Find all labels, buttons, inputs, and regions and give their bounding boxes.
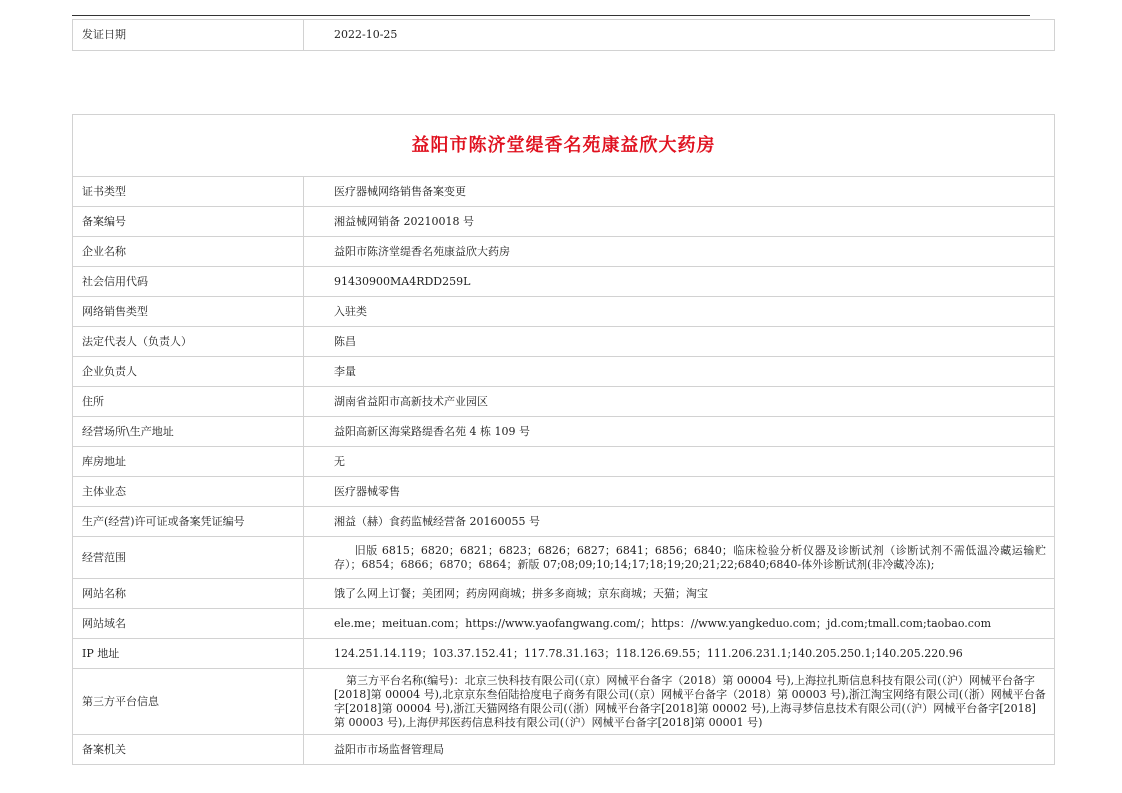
row-label: 社会信用代码 bbox=[73, 267, 304, 297]
row-label: 企业名称 bbox=[73, 237, 304, 267]
table-row bbox=[73, 267, 1055, 297]
row-label: 网站名称 bbox=[73, 579, 304, 609]
row-label: 证书类型 bbox=[73, 177, 304, 207]
row-value: 李量 bbox=[304, 357, 1055, 387]
table-row bbox=[73, 477, 1055, 507]
table-row bbox=[73, 639, 1055, 669]
row-value bbox=[304, 537, 1055, 579]
table-row bbox=[73, 417, 1055, 447]
row-value: 湖南省益阳市高新技术产业园区 bbox=[304, 387, 1055, 417]
row-label: 备案机关 bbox=[73, 735, 304, 765]
top-rule bbox=[72, 15, 1030, 16]
third-party-platform-text: 第三方平台名称(编号)：北京三快科技有限公司(（京）网械平台备字（2018）第 00004 号),上海拉扎斯信息科技有限公司(（沪）网械平台备字[2018]第 00004 号),北京京东叁佰陆拾度电子商务有限公司(（京）网械平台备字（2018）第 00003 号),浙江淘宝网络有限公司(（浙）网械平台备字[2018]第 00004 号),浙江天猫网络有限公司(（浙）网械平台备字[2018]第 00002 号),上海寻梦信息技术有限公司(（沪）网械平台备字[2018]第 00003 号),上海伊邦医药信息科技有限公司(（沪）网械平台备字[2018]第 00001 号) bbox=[334, 673, 1046, 729]
row-label: 备案编号 bbox=[73, 207, 304, 237]
row-value: 饿了么网上订餐；美团网；药房网商城；拼多多商城；京东商城；天猫；淘宝 bbox=[304, 579, 1055, 609]
table-row bbox=[73, 537, 1055, 579]
row-value: 入驻类 bbox=[304, 297, 1055, 327]
certificate-title: 益阳市陈济堂缇香名苑康益欣大药房 bbox=[73, 115, 1055, 177]
row-value: 湘益械网销备 20210018 号 bbox=[304, 207, 1055, 237]
row-value bbox=[304, 669, 1055, 735]
row-label: IP 地址 bbox=[73, 639, 304, 669]
row-label: 库房地址 bbox=[73, 447, 304, 477]
table-row bbox=[73, 177, 1055, 207]
row-label: 企业负责人 bbox=[73, 357, 304, 387]
row-value: 陈昌 bbox=[304, 327, 1055, 357]
table-row bbox=[73, 327, 1055, 357]
row-value: 益阳市陈济堂缇香名苑康益欣大药房 bbox=[304, 237, 1055, 267]
table-row bbox=[73, 237, 1055, 267]
table-row bbox=[73, 447, 1055, 477]
row-value: 91430900MA4RDD259L bbox=[304, 267, 1055, 297]
row-value: 湘益（赫）食药监械经营备 20160055 号 bbox=[304, 507, 1055, 537]
row-label: 法定代表人（负责人） bbox=[73, 327, 304, 357]
row-label: 生产(经营)许可证或备案凭证编号 bbox=[73, 507, 304, 537]
table-row bbox=[73, 609, 1055, 639]
row-label: 主体业态 bbox=[73, 477, 304, 507]
row-value: 医疗器械网络销售备案变更 bbox=[304, 177, 1055, 207]
row-value: 124.251.14.119；103.37.152.41；117.78.31.163；118.126.69.55；111.206.231.1;140.205.250.1;140.205.220.96 bbox=[304, 639, 1055, 669]
row-label: 网站域名 bbox=[73, 609, 304, 639]
row-label: 经营场所\生产地址 bbox=[73, 417, 304, 447]
row-label: 住所 bbox=[73, 387, 304, 417]
business-scope-text: 旧版 6815；6820；6821；6823；6826；6827；6841；6856；6840；临床检验分析仪器及诊断试剂（诊断试剂不需低温冷藏运输贮存）；6854；6866；6870；6864；新版 07;08;09;10;14;17;18;19;20;21;22;6840;6840-体外诊断试剂(非冷藏冷冻); bbox=[334, 543, 1046, 571]
table-row bbox=[73, 207, 1055, 237]
row-value: 无 bbox=[304, 447, 1055, 477]
issue-date-table bbox=[72, 19, 1055, 51]
table-row bbox=[73, 20, 1055, 51]
table-row bbox=[73, 387, 1055, 417]
row-label: 经营范围 bbox=[73, 537, 304, 579]
row-value: ele.me；meituan.com；https://www.yaofangwang.com/；https：//www.yangkeduo.com；jd.com;tmall.com;taobao.com bbox=[304, 609, 1055, 639]
certificate-table bbox=[72, 114, 1055, 765]
table-row bbox=[73, 579, 1055, 609]
issue-date-value: 2022-10-25 bbox=[304, 20, 1055, 51]
table-row bbox=[73, 297, 1055, 327]
table-row bbox=[73, 507, 1055, 537]
row-value: 益阳高新区海棠路缇香名苑 4 栋 109 号 bbox=[304, 417, 1055, 447]
row-value: 益阳市市场监督管理局 bbox=[304, 735, 1055, 765]
row-label: 第三方平台信息 bbox=[73, 669, 304, 735]
title-row bbox=[73, 115, 1055, 177]
row-value: 医疗器械零售 bbox=[304, 477, 1055, 507]
table-row bbox=[73, 357, 1055, 387]
issue-date-label: 发证日期 bbox=[73, 20, 304, 51]
table-row bbox=[73, 669, 1055, 735]
row-label: 网络销售类型 bbox=[73, 297, 304, 327]
table-row bbox=[73, 735, 1055, 765]
